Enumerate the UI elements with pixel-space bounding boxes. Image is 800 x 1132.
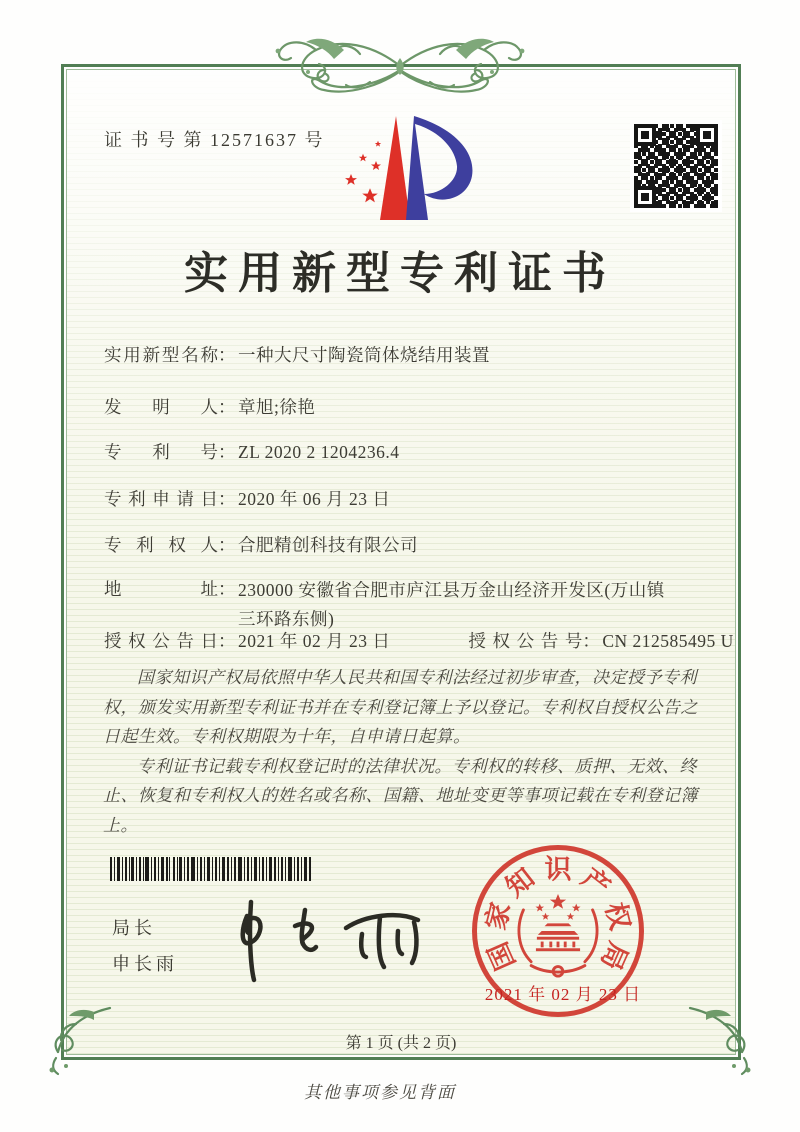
seal-char: 知: [500, 862, 541, 903]
field-label: 授权公告日: [104, 631, 218, 651]
barcode: [110, 857, 312, 882]
field-value: 合肥精创科技有限公司: [238, 535, 418, 555]
certificate-number: 证 书 号 第 12571637 号: [104, 130, 325, 150]
director-signature-icon: [212, 886, 432, 991]
field-row-patent-number: [104, 439, 399, 465]
legal-body-text: [103, 663, 703, 840]
colon: ：: [218, 397, 236, 417]
field-row-utility-name: [104, 342, 490, 368]
qr-code: [630, 120, 722, 212]
director-name: 申长雨: [112, 954, 178, 974]
field-label: 授权公告号: [468, 631, 583, 651]
colon: ：: [218, 579, 236, 599]
field-value: ZL 2020 2 1204236.4: [238, 442, 400, 462]
field-label: 专利权人: [104, 535, 218, 555]
colon: ：: [218, 489, 236, 509]
seal-char: 家: [480, 899, 517, 933]
national-emblem-icon: [510, 881, 606, 981]
certificate-title: 实用新型专利证书: [184, 249, 616, 298]
field-row-filing-date: [104, 486, 390, 512]
field-value: 2020 年 06 月 23 日: [238, 489, 391, 509]
qr-finder-icon: [696, 124, 718, 146]
colon: ：: [582, 631, 600, 651]
colon: ：: [218, 345, 236, 365]
seal-char: 权: [599, 899, 636, 933]
qr-finder-icon: [634, 124, 656, 146]
field-value: 章旭;徐艳: [238, 397, 316, 417]
body-paragraph-1: 国家知识产权局依照中华人民共和国专利法经过初步审查，决定授予专利权，颁发实用新型专利证书并在专利登记簿上予以登记。专利权自授权公告之日起生效。专利权期限为十年，自申请日起算。: [103, 668, 698, 746]
seal-date: 2021 年 02 月 23 日: [484, 985, 642, 1004]
field-label: 专利申请日: [104, 489, 218, 509]
body-paragraph-2: 专利证书记载专利权登记时的法律状况。专利权的转移、质押、无效、终止、恢复和专利权人的姓名或名称、国籍、地址变更等事项记载在专利登记簿上。: [103, 756, 698, 835]
director-title: 局长: [112, 918, 156, 938]
back-side-note: 其他事项参见背面: [304, 1083, 456, 1102]
field-row-patentee: [104, 532, 418, 558]
seal-char: 识: [544, 854, 572, 885]
field-value: 一种大尺寸陶瓷筒体烧结用装置: [238, 345, 490, 365]
field-row-grant: [104, 628, 734, 654]
colon: ：: [218, 442, 236, 462]
field-row-address: [104, 576, 680, 634]
field-value: 230000 安徽省合肥市庐江县万金山经济开发区(万山镇三环路东侧): [238, 580, 665, 629]
field-label: 专利号: [104, 442, 218, 462]
seal-char: 国: [482, 937, 522, 975]
seal-char: 产: [575, 862, 616, 903]
field-label: 发明人: [104, 397, 218, 417]
field-value: 2021 年 02 月 23 日: [238, 631, 391, 651]
seal-char: 局: [594, 937, 634, 975]
field-row-inventor: [104, 394, 315, 420]
top-scroll-ornament-icon: [220, 24, 580, 108]
cnipa-logo-icon: [320, 108, 480, 228]
colon: ：: [218, 535, 236, 555]
field-label: 实用新型名称: [104, 345, 218, 365]
field-value: CN 212585495 U: [602, 631, 734, 651]
page-number-footer: 第 1 页 (共 2 页): [345, 1035, 457, 1052]
field-label: 地址: [104, 579, 218, 599]
qr-finder-icon: [634, 186, 656, 208]
colon: ：: [218, 631, 236, 651]
